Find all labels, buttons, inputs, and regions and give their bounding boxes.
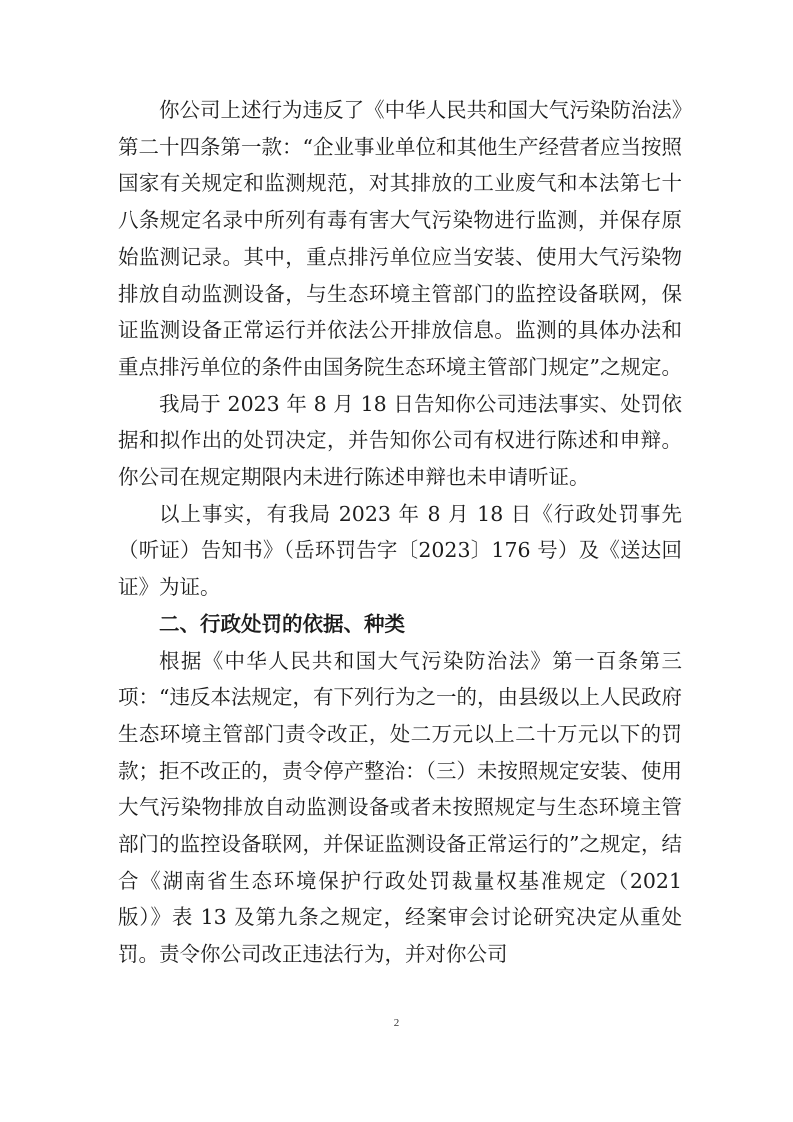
paragraph-violation: 你公司上述行为违反了《中华人民共和国大气污染防治法》第二十四条第一款：“企业事业单位和其他生产经营者应当按照国家有关规定和监测规范，对其排放的工业废气和本法第七十八条规定名录中所列有毒有害大气污染物进行监测，并保存原始监测记录。其中，重点排污单位应当安装、使用大气污染物排放自动监测设备，与生态环境主管部门的监控设备联网，保证监测设备正常运行并依法公开排放信息。监测的具体办法和重点排污单位的条件由国务院生态环境主管部门规定”之规定。 <box>118 98 682 379</box>
paragraph-evidence: 以上事实，有我局 2023 年 8 月 18 日《行政处罚事先（听证）告知书》（岳环罚告字〔2023〕176 号）及《送达回证》为证。 <box>118 501 682 600</box>
paragraph-legal-basis: 根据《中华人民共和国大气污染防治法》第一百条第三项：“违反本法规定，有下列行为之一的，由县级以上人民政府生态环境主管部门责令改正，处二万元以上二十万元以下的罚款；拒不改正的，责令停产整治：（三）未按照规定安装、使用大气污染物排放自动监测设备或者未按照规定与生态环境主管部门的监控设备联网，并保证监测设备正常运行的”之规定，结合《湖南省生态环境保护行政处罚裁量权基准规定（2021 版）》表 13 及第九条之规定，经案审会讨论研究决定从重处罚。责令你公司改正违法行为，并对你公司 <box>118 648 682 967</box>
section-heading: 二、行政处罚的依据、种类 <box>159 611 405 636</box>
document-body <box>118 92 682 973</box>
paragraph-notification: 我局于 2023 年 8 月 18 日告知你公司违法事实、处罚依据和拟作出的处罚决定，并告知你公司有权进行陈述和申辩。你公司在规定期限内未进行陈述申辩也未申请听证。 <box>118 391 682 490</box>
page-number: 2 <box>393 1017 400 1029</box>
